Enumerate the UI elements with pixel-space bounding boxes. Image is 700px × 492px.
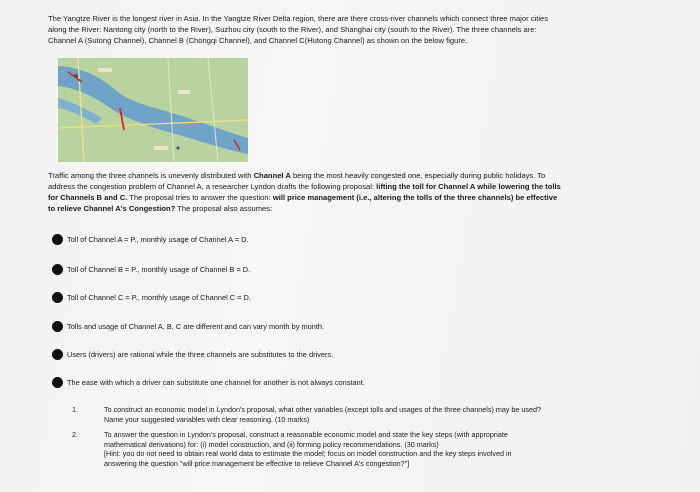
assumption-item [52,320,324,334]
channel-map-image [58,58,248,162]
question-text [104,430,674,468]
intro-line-2: along the River: Nantong city (north to the River), Suzhou city (south to the River), and Shanghai city (south to the River). The three channels are: [48,25,537,34]
question-line: To answer the question in Lyndon's proposal, construct a reasonable economic model and state the key steps (with appropriate [104,430,508,439]
map-graphic [58,58,248,162]
assumption-item [52,348,333,362]
text-run-bold: will price management (i.e., altering the tolls of the three channels) be effective [272,193,558,202]
question-line: mathematical derivations) for: (i) model construction, and (ii) forming policy recommendations. (30 marks) [104,439,439,449]
bullet-icon [52,234,63,245]
bullet-icon [52,377,63,388]
bullet-icon [52,264,63,275]
intro-paragraph [48,13,660,46]
text-run-bold: for Channels B and C. [48,193,128,202]
intro-line-3: Channel A (Sutong Channel), Channel B (Chongqi Channel), and Channel C(Hutong Channel) as shown on the below figure. [48,36,468,45]
assumption-text: Toll of Channel B = P., monthly usage of Channel B = D. [67,265,251,274]
assumption-text: Users (drivers) are rational while the three channels are substitutes to the drivers. [67,350,334,359]
assumption-item [52,376,365,390]
question-text [104,405,674,424]
text-run: Traffic among the three channels is unevenly distributed with [48,171,254,180]
assumption-text: The ease with which a driver can substitute one channel for another is not always constant. [67,378,365,387]
text-run-bold: Channel A [253,171,291,180]
question-item [72,405,672,425]
text-run: The proposal also assumes: [175,204,273,213]
question-number: 1. [72,405,78,414]
assumption-text: Toll of Channel A = P., monthly usage of Channel A = D. [67,235,249,244]
traffic-line-2 [48,181,663,192]
question-number: 2. [72,430,78,439]
text-run: being the most heavily congested one, especially during public holidays. To [290,171,546,180]
assumption-item [52,263,250,277]
bullet-icon [52,321,63,332]
assumption-item [52,233,248,247]
assumption-text: Tolls and usage of Channel A, B, C are different and can vary month by month. [67,322,325,331]
question-line: answering the question "will price management be effective to relieve Channel A's congestion?"] [104,458,410,468]
question-item [72,430,672,470]
question-line: [Hint: you do not need to obtain real world data to estimate the model; focus on model construction and the key steps involved in [104,449,512,459]
bullet-icon [52,349,63,360]
text-run: The proposal tries to answer the question: [127,193,273,202]
text-run: address the congestion problem of Channel A, a researcher Lyndon drafts the following proposal: [48,182,377,191]
traffic-line-1 [48,170,663,181]
question-line: To construct an economic model in Lyndon's proposal, what other variables (except tolls and usages of the three channels) may be used? [104,405,541,414]
traffic-line-3 [48,192,663,203]
question-line: Name your suggested variables with clear reasoning. (10 marks) [104,414,310,424]
assumption-item [52,291,251,305]
assumption-text: Toll of Channel C = P., monthly usage of Channel C = D. [67,293,251,302]
bullet-icon [52,292,63,303]
text-run-bold: to relieve Channel A's Congestion? [48,204,176,213]
traffic-line-4 [48,203,663,214]
intro-line-1: The Yangtze River is the longest river in Asia. In the Yangtze River Delta region, there are there cross-river channels which connect three major cities [48,14,549,23]
text-run-bold: lifting the toll for Channel A while lowering the tolls [376,182,561,191]
traffic-paragraph [48,170,663,214]
